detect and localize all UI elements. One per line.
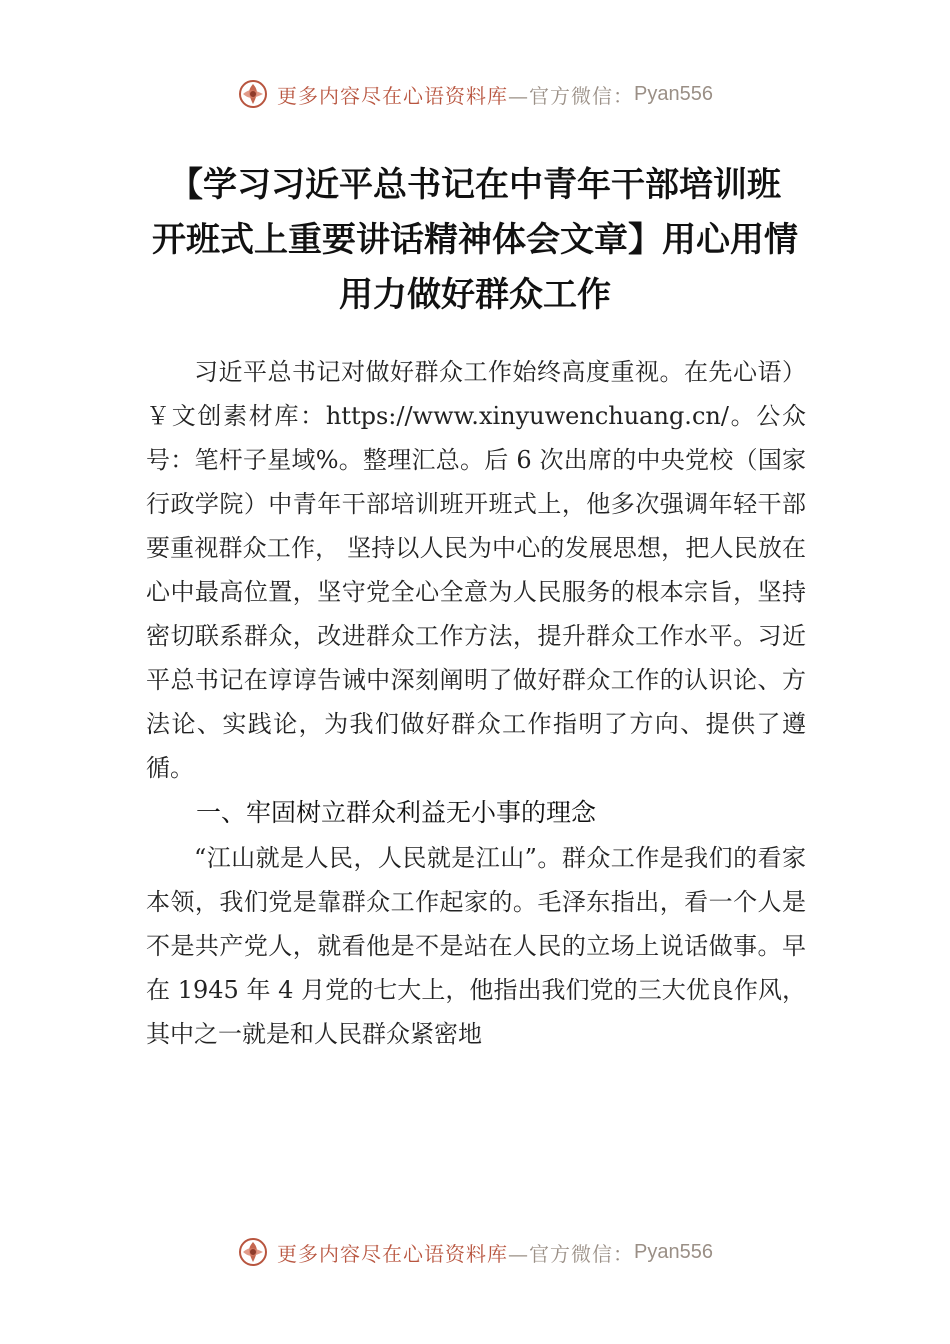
banner-wechat-id: Pyan556 <box>634 82 713 105</box>
banner-wechat-id: Pyan556 <box>634 1240 713 1263</box>
flower-seal-icon <box>237 1236 269 1268</box>
title-line-2: 开班式上重要讲话精神体会文章】用心用情 <box>152 220 798 260</box>
paragraph-section-1: “江山就是人民，人民就是江山”。群众工作是我们的看家本领，我们党是靠群众工作起家的。毛泽东指出，看一个人是不是共产党人，就看他是不是站在人民的立场上说话做事。早在 1945 年 4 月党的七大上，他指出我们党的三大优良作风，其中之一就是和人民群众紧密地 <box>146 844 806 1048</box>
document-body <box>146 350 806 1056</box>
header-banner <box>0 72 950 116</box>
document-title <box>120 158 830 323</box>
title-line-1: 【学习习近平总书记在中青年干部培训班 <box>169 165 781 205</box>
paragraph-intro: 习近平总书记对做好群众工作始终高度重视。在先心语）￥文创素材库：https://www.xinyuwenchuang.cn/。公众号：笔杆子星域%。整理汇总。后 6 次出席的中央党校（国家行政学院）中青年干部培训班开班式上，他多次强调年轻干部要重视群众工作， 坚持以人民为中心的发展思想，把人民放在心中最高位置，坚守党全心全意为人民服务的根本宗旨，坚持密切联系群众，改进群众工作方法，提升群众工作水平。习近平总书记在谆谆告诫中深刻阐明了做好群众工作的认识论、方法论、实践论，为我们做好群众工作指明了方向、提供了遵循。 <box>146 358 806 782</box>
section-heading-1: 一、牢固树立群众利益无小事的理念 <box>196 798 597 827</box>
flower-seal-icon <box>237 78 269 110</box>
banner-sub-text: —官方微信： <box>508 83 635 108</box>
banner-main-text: 更多内容尽在心语资料库 <box>277 83 509 108</box>
title-line-3: 用力做好群众工作 <box>339 275 611 315</box>
banner-main-text: 更多内容尽在心语资料库 <box>277 1241 509 1266</box>
banner-sub-text: —官方微信： <box>508 1241 635 1266</box>
footer-banner <box>0 1230 950 1274</box>
